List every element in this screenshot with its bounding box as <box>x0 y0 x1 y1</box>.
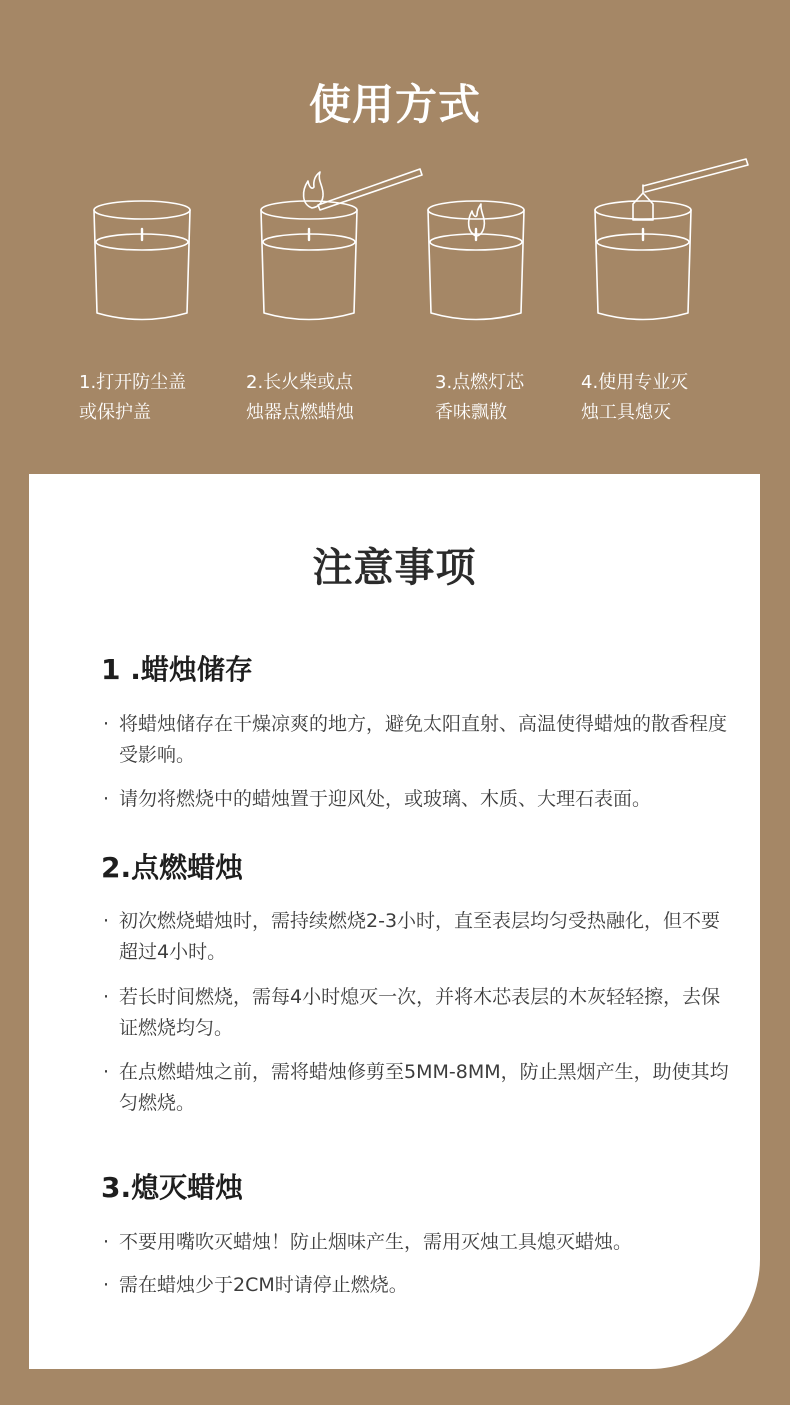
step-caption-4: 4.使用专业灭 烛工具熄灭 <box>581 372 689 423</box>
notice-card <box>29 474 760 1369</box>
candle-snuffer-icon <box>595 159 748 320</box>
step-caption-3: 3.点燃灯芯 香味飘散 <box>435 372 525 423</box>
bullet-item: · 不要用嘴吹灭蜡烛！防止烟味产生，需用灭烛工具熄灭蜡烛。 <box>103 1231 633 1253</box>
section-heading-storage: 1 .蜡烛储存 <box>101 653 253 686</box>
notice-title: 注意事项 <box>312 545 477 591</box>
bullet-item: · 若长时间燃烧，需每4小时熄灭一次，并将木芯表层的木灰轻轻擦，去保证燃烧均匀。 <box>103 986 721 1039</box>
match-lighting-candle-icon <box>261 169 422 320</box>
bullet-item: · 初次燃烧蜡烛时，需持续燃烧2-3小时，直至表层均匀受热融化，但不要超过4小时。 <box>103 910 721 963</box>
section-heading-extinguish: 3.熄灭蜡烛 <box>101 1171 244 1204</box>
bullet-item: · 将蜡烛储存在干燥凉爽的地方，避免太阳直射、高温使得蜡烛的散香程度受影响。 <box>103 713 728 766</box>
step-caption-2: 2.长火柴或点 烛器点燃蜡烛 <box>246 372 354 423</box>
section-heading-lighting: 2.点燃蜡烛 <box>101 851 244 884</box>
bullet-item: · 需在蜡烛少于2CM时请停止燃烧。 <box>103 1274 408 1296</box>
usage-title: 使用方式 <box>308 80 481 129</box>
steps-illustration <box>0 150 790 340</box>
lit-candle-icon <box>428 201 524 320</box>
step-caption-1: 1.打开防尘盖 或保护盖 <box>79 372 187 423</box>
candle-jar-with-lid-icon <box>94 201 190 320</box>
bullet-item: · 在点燃蜡烛之前，需将蜡烛修剪至5MM-8MM，防止黑烟产生，助使其均匀燃烧。 <box>103 1061 729 1114</box>
bullet-item: · 请勿将燃烧中的蜡烛置于迎风处，或玻璃、木质、大理石表面。 <box>103 788 652 810</box>
